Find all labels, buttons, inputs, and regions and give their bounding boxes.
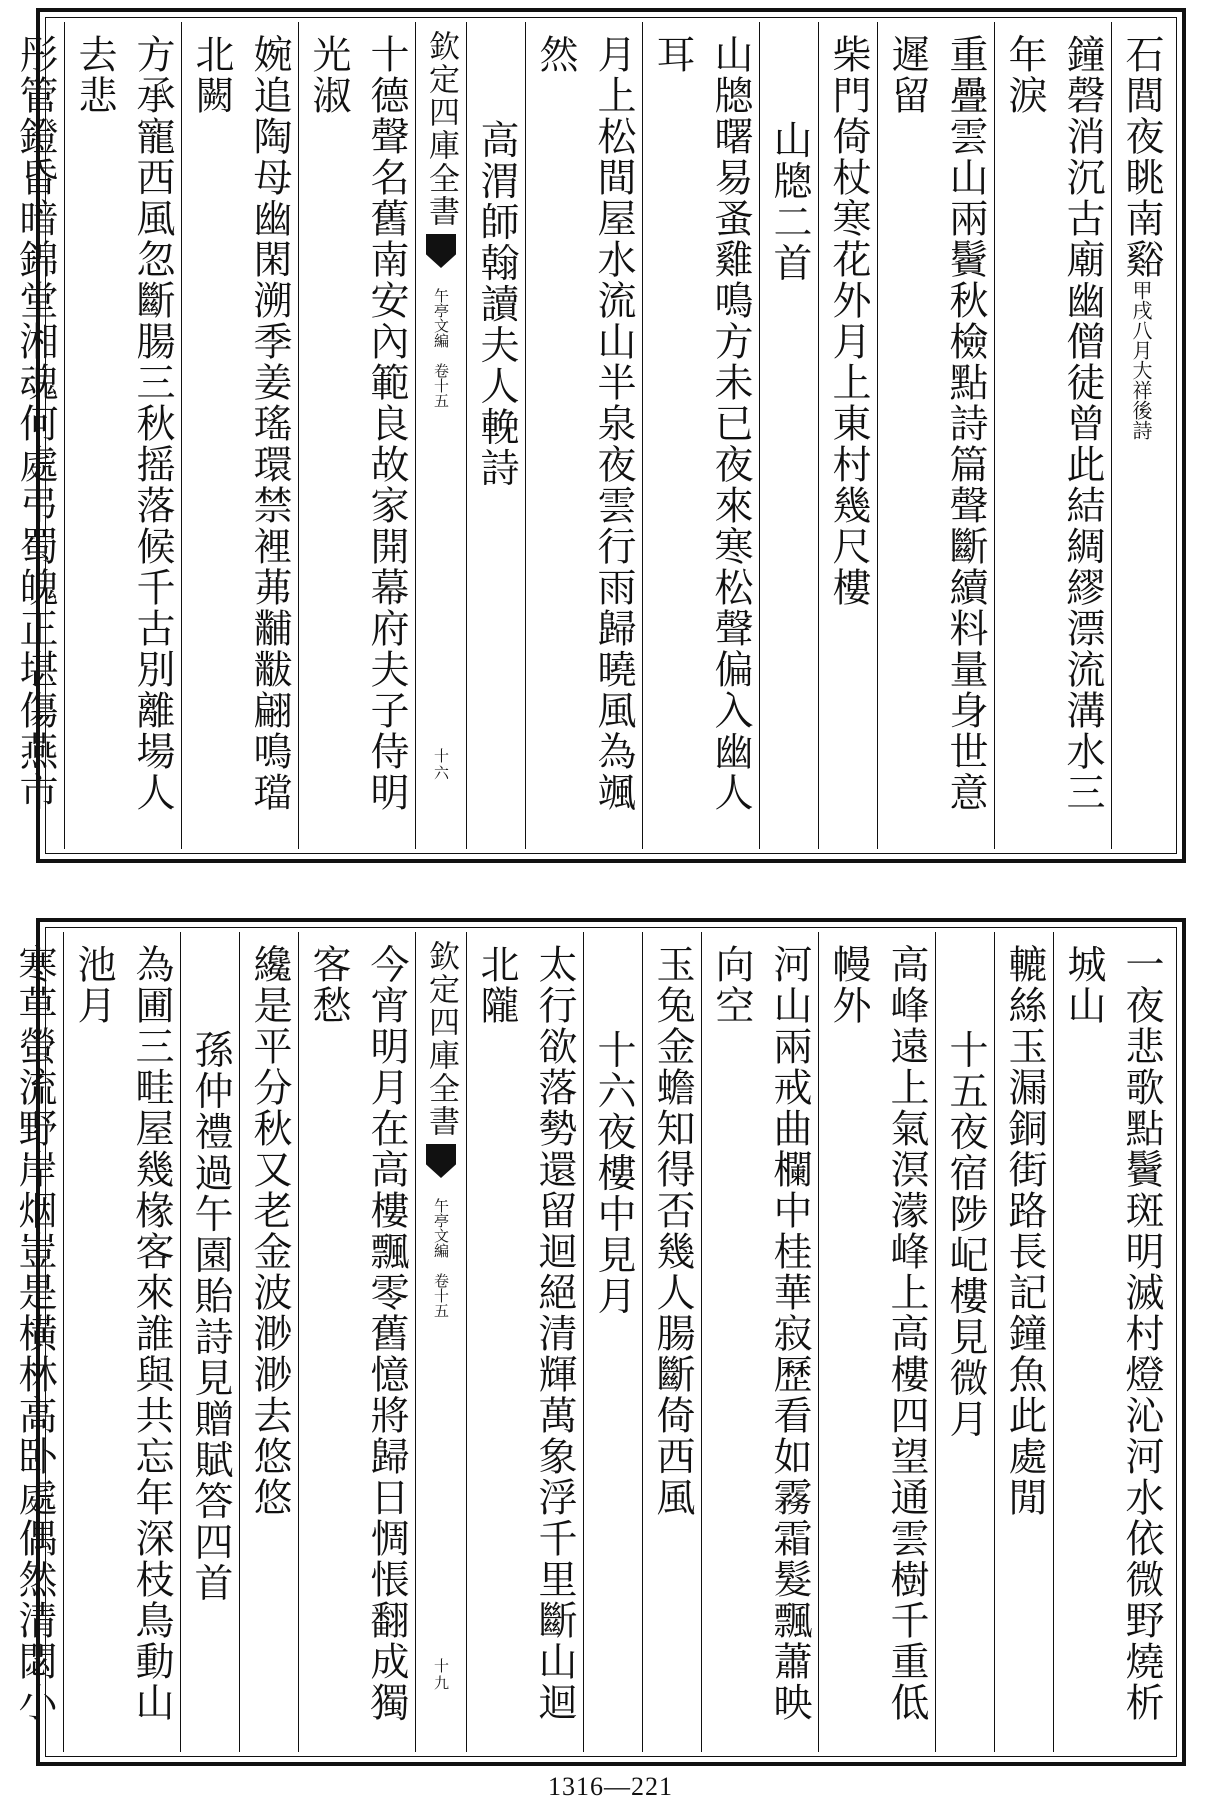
- column-text: 纔是平分秋又老金波渺渺去悠悠: [247, 944, 292, 1518]
- text-column: [818, 22, 877, 849]
- center-fold-column: [415, 22, 466, 849]
- column-annotation: 甲戌八月大祥後詩: [1129, 280, 1153, 440]
- book-title: 欽定四庫全書: [423, 940, 459, 1138]
- text-column: [994, 932, 1053, 1752]
- column-text: 玉兔金蟾知得否幾人腸斷倚西風: [650, 944, 695, 1518]
- column-text: 山牕曙易蚤雞鳴方未已夜來寒松聲偏入幽人耳: [650, 34, 753, 813]
- text-column: [642, 22, 759, 849]
- column-text: 彤管鐙昏暗錦堂湘魂何處弔蜀魄正堪傷燕市: [13, 34, 58, 813]
- column-text: 石閭夜眺南谿: [1119, 34, 1164, 280]
- text-column: [642, 932, 701, 1752]
- top-columns: [13, 22, 1170, 849]
- center-fold-column: [415, 932, 466, 1752]
- text-column: [1111, 22, 1170, 849]
- bottom-columns: [12, 932, 1170, 1752]
- poem-title-column: [935, 932, 994, 1752]
- column-text: 為圃三畦屋幾椽客來誰與共忘年深枝鳥動山池月: [71, 944, 174, 1723]
- text-column: [181, 22, 298, 849]
- column-text: 今宵明月在高樓飄零舊憶將歸日惆悵翻成獨客愁: [306, 944, 409, 1723]
- poem-title: 十五夜宿陟屺樓見微月: [943, 1029, 988, 1440]
- text-column: [298, 932, 415, 1752]
- leaf-number: 十六: [432, 748, 450, 782]
- text-column: [298, 22, 415, 849]
- text-column: [239, 932, 298, 1752]
- column-text: 十德聲名舊南安內範良故家開幕府夫子侍明光淑: [306, 34, 409, 813]
- poem-title: 十六夜樓中見月: [591, 1029, 636, 1317]
- text-column: [1053, 932, 1170, 1752]
- column-text: 太行欲落勢還留迴絕清輝萬象浮千里斷山迴北隴: [474, 944, 577, 1723]
- poem-title-column: [466, 22, 525, 849]
- fold-label: 午亭文編 卷十五: [432, 1198, 450, 1318]
- poem-title: 高渭師翰讀夫人輓詩: [474, 119, 519, 489]
- text-column: [466, 932, 583, 1752]
- text-column: [994, 22, 1111, 849]
- text-column: [64, 22, 181, 849]
- text-column: [818, 932, 935, 1752]
- column-text: 河山兩戒曲欄中桂華寂歷看如霧霜髮飄蕭映向空: [709, 944, 812, 1723]
- book-title: 欽定四庫全書: [423, 30, 459, 228]
- text-column: [63, 932, 180, 1752]
- text-column: [701, 932, 818, 1752]
- bottom-page-panel: [12, 918, 1186, 1766]
- column-text: 月上松間屋水流山半泉夜雲行雨歸曉風為颯然: [533, 34, 636, 813]
- poem-title-column: [583, 932, 642, 1752]
- text-column: [877, 22, 994, 849]
- page-number: 1316—221: [548, 1772, 673, 1801]
- fishtail-mark-icon: [426, 234, 456, 268]
- text-column: [525, 22, 642, 849]
- column-text: 柴門倚杖寒花外月上東村幾尺樓: [826, 34, 871, 608]
- column-text: 寒草螢流野岸烟豈是橫林高卧處偶然清閟小: [12, 944, 57, 1723]
- text-column: [0, 22, 64, 849]
- fishtail-mark-icon: [426, 1144, 456, 1178]
- column-text: 婉追陶母幽閑溯季姜瑤環禁裡茀黼黻翩鳴璫北闕: [189, 34, 292, 813]
- column-text: 方承寵西風忽斷腸三秋摇落候千古別離場人去悲: [72, 34, 175, 813]
- poem-title: 孫仲禮過午園貽詩見贈賦答四首: [188, 1029, 233, 1604]
- poem-title-column: [180, 932, 239, 1752]
- column-text: 重疊雲山兩鬢秋檢點詩篇聲斷續料量身世意遲留: [885, 34, 988, 813]
- fold-label: 午亭文編 卷十五: [432, 288, 450, 408]
- poem-title: 山牕二首: [767, 119, 812, 284]
- poem-title-column: [759, 22, 818, 849]
- text-column: [0, 932, 63, 1752]
- leaf-number: 十九: [432, 1658, 450, 1692]
- top-page-panel: [13, 8, 1186, 863]
- column-text: 一夜悲歌點鬢斑明滅村燈沁河水依微野燒析城山: [1061, 944, 1164, 1723]
- column-text: 鐘磬消沉古廟幽僧徒曾此結綢繆漂流溝水三年淚: [1002, 34, 1105, 813]
- column-text: 轆絲玉漏銅街路長記鐘魚此處閒: [1002, 944, 1047, 1518]
- column-text: 高峰遠上氣溟濛峰上高樓四望通雲樹千重低幔外: [826, 944, 929, 1723]
